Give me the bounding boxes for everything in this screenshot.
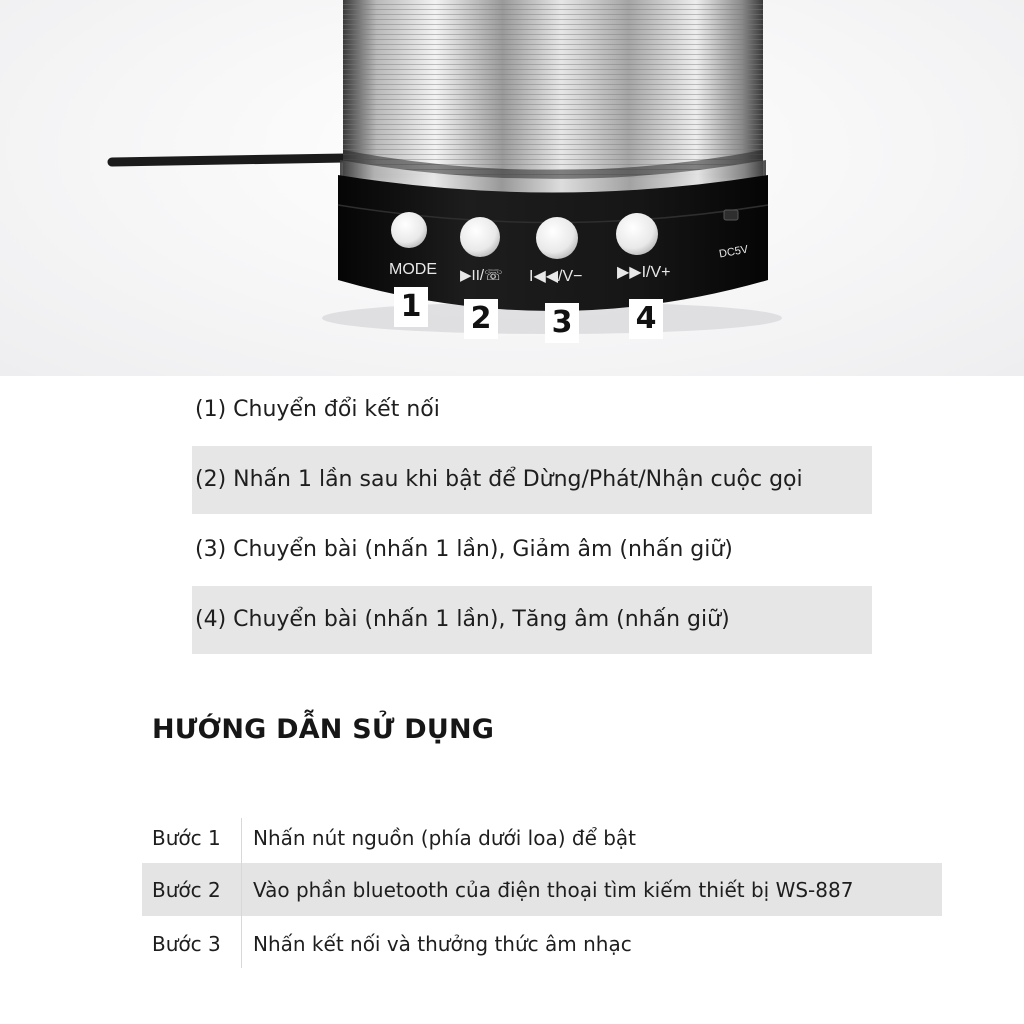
usage-step-1 [142,811,942,864]
button-description-4: (4) Chuyển bài (nhấn 1 lần), Tăng âm (nhấn giữ) [192,586,872,654]
step-label: Bước 2 [152,877,221,902]
callout-number-1: 1 [394,287,428,327]
step-text: Nhấn nút nguồn (phía dưới loa) để bật [253,825,637,850]
speaker-illustration [0,0,1024,376]
usage-step-2 [142,863,942,916]
mode-button [391,212,427,248]
button-description-1: (1) Chuyển đổi kết nối [195,397,440,422]
step-column-divider [241,818,242,968]
button-description-3: (3) Chuyển bài (nhấn 1 lần), Giảm âm (nhấn giữ) [195,537,733,562]
dc-port [724,210,738,220]
button-description-2: (2) Nhấn 1 lần sau khi bật để Dừng/Phát/Nhận cuộc gọi [192,446,872,514]
play-pause-button [460,217,500,257]
step-label: Bước 3 [152,931,221,956]
product-photo [0,0,1024,376]
dc-port-label: DC5V [718,243,750,261]
callout-number-2: 2 [464,299,498,339]
prev-vol-down-label: I◀◀/V− [529,268,583,285]
play-pause-label: ▶II/☏ [460,267,503,284]
cable [112,158,345,162]
callout-number-4: 4 [629,299,663,339]
step-text: Vào phần bluetooth của điện thoại tìm kiếm thiết bị WS-887 [253,877,854,902]
step-text: Nhấn kết nối và thưởng thức âm nhạc [253,931,632,956]
next-vol-up-label: ▶▶I/V+ [617,264,671,281]
step-label: Bước 1 [152,825,221,850]
prev-button [536,217,578,259]
mode-label: MODE [389,261,437,278]
callout-number-3: 3 [545,303,579,343]
next-button [616,213,658,255]
usage-step-3 [142,917,942,970]
usage-guide-title: HƯỚNG DẪN SỬ DỤNG [152,714,495,745]
